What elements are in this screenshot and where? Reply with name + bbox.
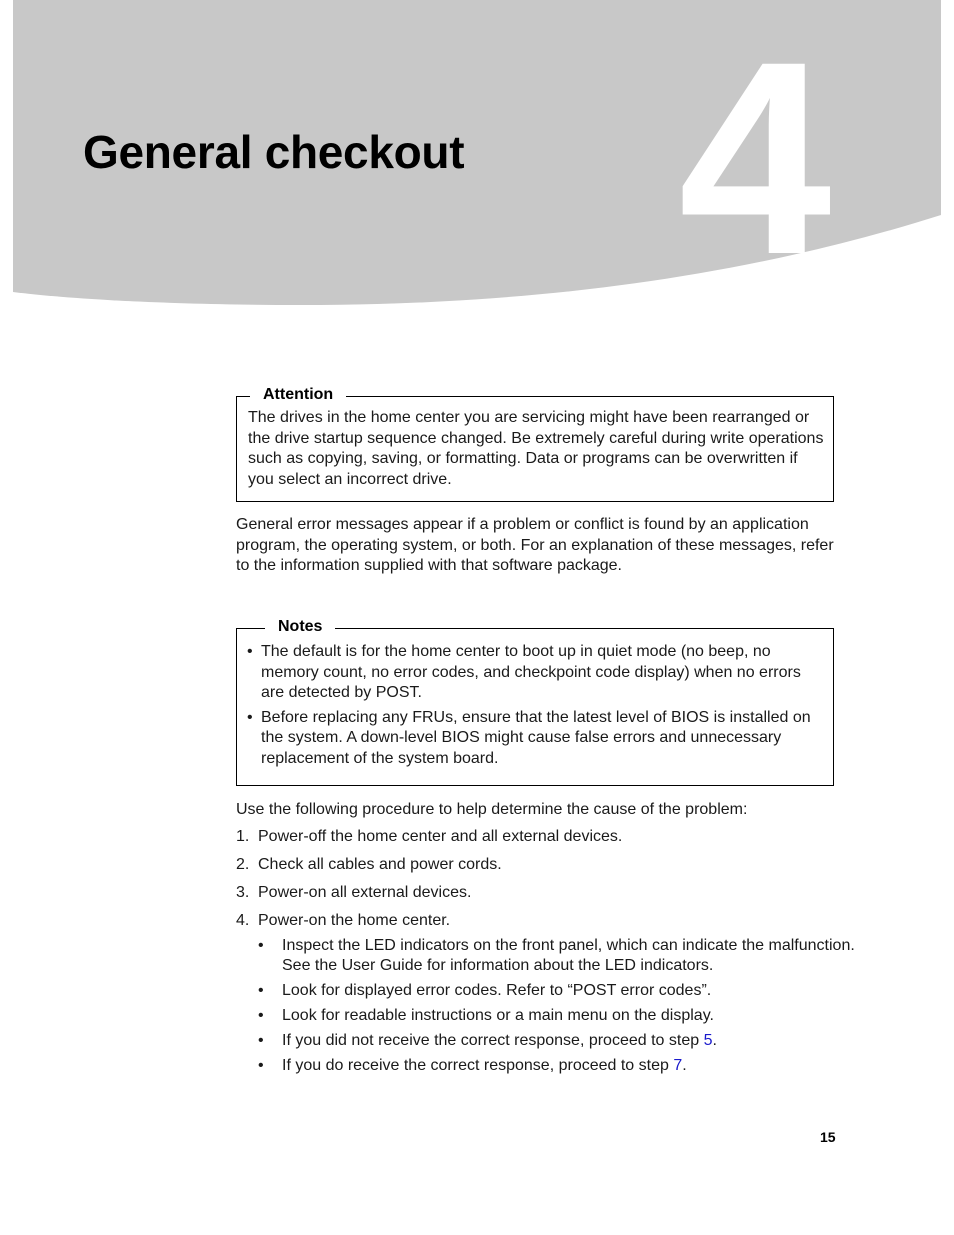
page-number: 15 xyxy=(820,1129,836,1145)
substep-text: If you do receive the correct response, proceed to step xyxy=(282,1057,674,1074)
notes-item xyxy=(237,642,825,704)
step-text: Power-on all external devices. xyxy=(258,884,472,901)
step-text: Power-off the home center and all external devices. xyxy=(258,828,623,845)
step-number: 3. xyxy=(236,884,250,901)
substep-suffix: . xyxy=(682,1057,687,1074)
substep-item xyxy=(258,1031,856,1051)
chapter-number: 4 xyxy=(678,5,832,312)
bullet: • xyxy=(247,708,253,726)
notes-box xyxy=(236,618,834,786)
step-number: 2. xyxy=(236,856,250,873)
bullet: • xyxy=(258,1032,264,1049)
step-item xyxy=(236,827,856,847)
notes-item xyxy=(237,708,825,770)
step-item xyxy=(236,855,856,875)
chapter-title: General checkout xyxy=(83,126,465,178)
notes-label: Notes xyxy=(265,617,335,637)
step-text: Power-on the home center. xyxy=(258,912,451,929)
step-number: 1. xyxy=(236,828,250,845)
step-item xyxy=(236,883,856,903)
step-number: 4. xyxy=(236,912,250,929)
notes-item-text: The default is for the home center to boot up in quiet mode (no beep, no memory count, no error codes, and checkpoint code display) when no errors are detected by POST. xyxy=(261,643,801,701)
step-text: Check all cables and power cords. xyxy=(258,856,502,873)
bullet: • xyxy=(247,643,253,660)
bullet: • xyxy=(258,982,264,999)
bullet: • xyxy=(258,1007,264,1024)
substep-suffix: . xyxy=(712,1032,717,1049)
intro-paragraph: General error messages appear if a problem or conflict is found by an application program, the operating system, or both. For an explanation of these messages, refer to the information supplied with that software package. xyxy=(236,516,834,574)
substep-text: If you did not receive the correct response, proceed to step xyxy=(282,1032,704,1049)
substep-item xyxy=(258,1056,856,1076)
substep-text: Look for displayed error codes. Refer to “POST error codes”. xyxy=(282,982,712,999)
substep-text: Look for readable instructions or a main menu on the display. xyxy=(282,1007,714,1024)
attention-text: The drives in the home center you are servicing might have been rearranged or the drive startup sequence changed. Be extremely careful during write operations such as copying, saving, or formatting. Data or programs can be overwritten if you select an incorrect drive. xyxy=(248,409,824,488)
notes-item-text: Before replacing any FRUs, ensure that the latest level of BIOS is installed on the system. A down-level BIOS might cause false errors and unnecessary replacement of the system board. xyxy=(261,708,811,767)
bullet: • xyxy=(258,1057,264,1074)
step-7-link[interactable]: 7 xyxy=(673,1057,683,1074)
bullet: • xyxy=(258,937,264,954)
step-item xyxy=(236,911,856,1076)
step-5-link[interactable]: 5 xyxy=(703,1032,713,1049)
attention-label: Attention xyxy=(250,385,346,405)
procedure-intro: Use the following procedure to help determine the cause of the problem: xyxy=(236,801,748,818)
attention-box xyxy=(236,386,834,502)
notes-list xyxy=(237,629,833,769)
substep-text: Inspect the LED indicators on the front panel, which can indicate the malfunction. See the User Guide for information about the LED indicators. xyxy=(282,937,855,974)
substep-item xyxy=(258,936,856,976)
substep-item xyxy=(258,981,856,1001)
procedure-steps xyxy=(236,827,856,1084)
substep-list xyxy=(258,936,856,1076)
substep-item xyxy=(258,1006,856,1026)
